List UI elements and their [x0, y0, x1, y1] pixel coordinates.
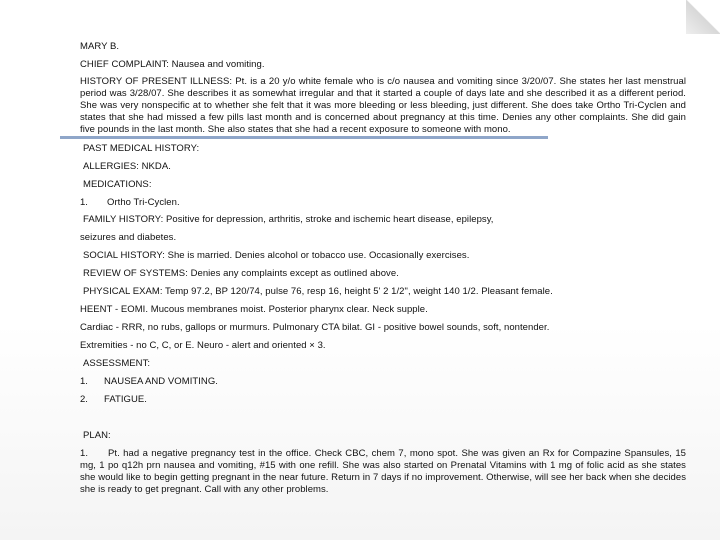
medication-number: 1.	[80, 197, 88, 208]
history-of-present-illness: HISTORY OF PRESENT ILLNESS: Pt. is a 20 y/o white female who is c/o nausea and vomiting since 3/20/07. She states her last menstrual period was 3/28/07. She describes it as somewhat irregular and that it started a couple of days late and she described it as a different period. She was very nonspecific at to whether she felt that it was more bleeding or less bleeding, just different. She does take Ortho Tri-Cyclen and states that she had missed a few pills last month and is concerned about pregnancy at this time. Denies any other complaints. She did gain five pounds in the last month. She also states that she had a recent exposure to someone with mono.	[80, 76, 686, 135]
plan-heading: PLAN:	[83, 430, 111, 441]
family-history: FAMILY HISTORY: Positive for depression, arthritis, stroke and ischemic heart disease, epilepsy,	[83, 214, 494, 225]
allergies: ALLERGIES: NKDA.	[83, 161, 171, 172]
plan-number: 1.	[80, 448, 89, 459]
medication-item: Ortho Tri-Cyclen.	[107, 197, 180, 208]
heent-exam: HEENT - EOMI. Mucous membranes moist. Posterior pharynx clear. Neck supple.	[80, 304, 428, 315]
social-history: SOCIAL HISTORY: She is married. Denies alcohol or tobacco use. Occasionally exercises.	[83, 250, 470, 261]
cardiac-exam: Cardiac - RRR, no rubs, gallops or murmurs. Pulmonary CTA bilat. GI - positive bowel sounds, soft, nontender.	[80, 322, 550, 333]
assessment-heading: ASSESSMENT:	[83, 358, 151, 369]
medications-heading: MEDICATIONS:	[83, 179, 152, 190]
plan-item	[80, 448, 686, 496]
physical-exam: PHYSICAL EXAM: Temp 97.2, BP 120/74, pulse 76, resp 16, height 5' 2 1/2", weight 140 1/2. Pleasant female.	[83, 286, 553, 297]
chief-complaint: CHIEF COMPLAINT: Nausea and vomiting.	[80, 59, 265, 70]
patient-name: MARY B.	[80, 41, 120, 52]
plan-text: Pt. had a negative pregnancy test in the office. Check CBC, chem 7, mono spot. She was given an Rx for Compazine Spansules, 15 mg, 1 po q12h prn nausea and vomiting, #15 with one refill. She was also started on Prenatal Vitamins with 1 mg of folic acid as she states she would like to begin getting pregnant in the near future. Return in 7 days if no improvement. Otherwise, will see her back when she decides she is ready to get pregnant. Call with any other problems.	[80, 448, 686, 495]
review-of-systems: REVIEW OF SYSTEMS: Denies any complaints except as outlined above.	[83, 268, 399, 279]
family-history-continued: seizures and diabetes.	[80, 232, 177, 243]
assessment-item: NAUSEA AND VOMITING.	[104, 376, 218, 387]
assessment-number: 2.	[80, 394, 88, 405]
extremities-exam: Extremities - no C, C, or E. Neuro - alert and oriented × 3.	[80, 340, 326, 351]
assessment-item: FATIGUE.	[104, 394, 147, 405]
assessment-number: 1.	[80, 376, 88, 387]
past-medical-history-heading: PAST MEDICAL HISTORY:	[83, 143, 200, 154]
